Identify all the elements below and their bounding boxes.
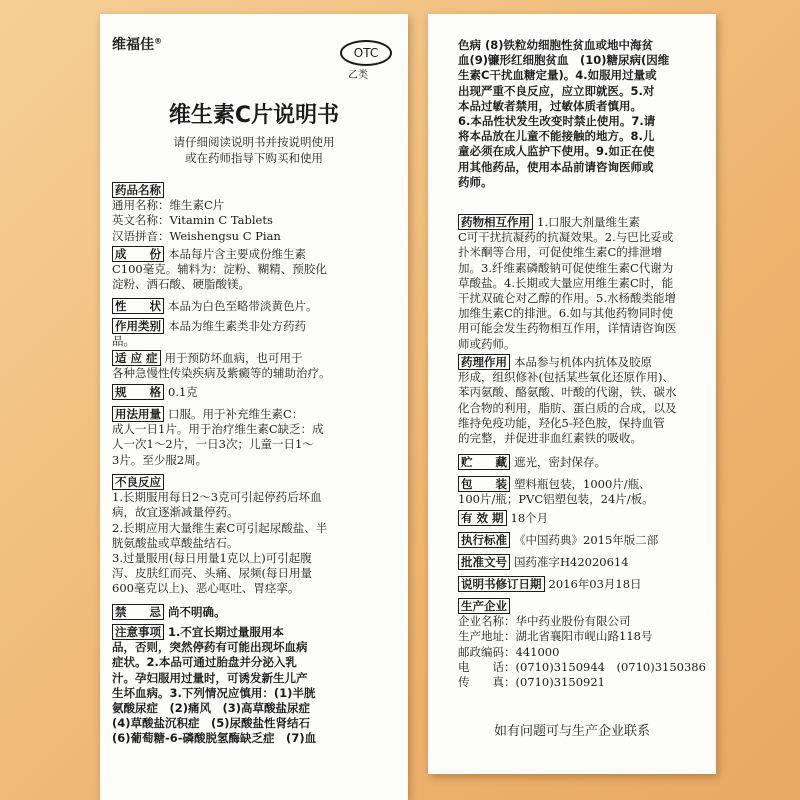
section-storage: 贮 藏 遮光，密封保存。	[458, 454, 606, 470]
section-character: 性 状 本品为白色至略带淡黄色片。	[112, 298, 318, 314]
section-contraindications: 禁 忌 尚不明确。	[112, 604, 226, 620]
leaflet-left-page	[100, 14, 408, 800]
section-standard: 执行标准 《中国药典》2015年版二部	[458, 532, 658, 548]
usage-notice: 请仔细阅读说明书并按说明使用 或在药师指导下购买和使用	[173, 135, 335, 165]
brand-name: 维福佳®	[112, 36, 162, 53]
section-precautions: 注意事项 1.不宜长期过量服用本 品，否则，突然停药有可能出现坏血病 症状。2.本品可通过胎盘并分泌入乳 汁。孕妇服用过量时，可诱发新生儿产 生坏血病。3.下列情况应慎用：(1)半胱 氨酸尿症 (2)痛风 (3)高草酸盐尿症 (4)草酸盐沉积症 (5)尿酸盐性肾结石 (6)葡萄糖-6-磷酸脱氢酶缺乏症 (7)血	[112, 625, 317, 746]
section-manufacturer: 生产企业 企业名称：华中药业股份有限公司 生产地址：湖北省襄阳市岘山路118号 邮政编码：441000 电 话：(0710)3150944 (0710)3150386 传 真：(0710)3150921	[458, 599, 706, 690]
precautions-continued: 色病 (8)铁粒幼细胞性贫血或地中海贫 血(9)镰形红细胞贫血 (10)糖尿病(因维 生素C干扰血糖定量)。4.如服用过量或 出现严重不良反应，应立即就医。5.对 本品过敏者禁用，过敏体质者慎用。 6.本品性状发生改变时禁止使用。7.请 将本品放在儿童不能接触的地方。8.儿 童必须在成人监护下使用。9.如正在使 用其他药品，使用本品前请咨询医师或 药师。	[458, 38, 670, 189]
section-approval-number: 批准文号 国药准字H42020614	[458, 554, 629, 570]
leaflet-title: 维生素C片说明书	[168, 103, 340, 128]
section-pharmacology: 药理作用 本品参与机体内抗体及胶原 形成，组织修补(包括某些氧化还原作用)、 苯丙氨酸、酪氨酸、叶酸的代谢，铁、碳水 化合物的利用，脂肪、蛋白质的合成，以及 维持免疫功能，羟化5-羟色胺，保持血管 的完整，并促进非血红素铁的吸收。	[458, 355, 677, 446]
section-spec: 规 格 0.1克	[112, 384, 198, 400]
section-adverse-reactions: 不良反应 1.长期服用每日2～3克可引起停药后坏血 病，故宜逐渐减量停药。 2.长期应用大量维生素C可引起尿酸盐、半 胱氨酸盐或草酸盐结石。 3.过量服用(每日用量1克以上)可引起腹 泻、皮肤红而亮、头痛、尿频(每日用量 600毫克以上)、恶心呕吐、胃痉挛。	[112, 475, 328, 596]
otc-badge: OTC	[340, 40, 392, 66]
section-interactions: 药物相互作用 1.口服大剂量维生素 C可干扰抗凝药的抗凝效果。2.与巴比妥或 扑米酮等合用，可促使维生素C的排泄增 加。3.纤维素磷酸钠可促使维生素C代谢为 草酸盐。4.长期或大量应用维生素C时，能 干扰双硫仑对乙醇的作用。5.水杨酸类能增 加维生素C的排泄。6.如与其他药物同时使 用可能会发生药物相互作用，详情请咨询医 师或药师。	[458, 215, 677, 351]
section-revision-date: 说明书修订日期 2016年03月18日	[458, 576, 642, 592]
leaflet-right-page	[428, 14, 716, 774]
section-package: 包 装 塑料瓶包装，1000片/瓶、 100片/瓶；PVC铝塑包装，24片/板。	[458, 477, 654, 507]
section-validity: 有 效 期 18个月	[458, 510, 548, 526]
otc-class-label: 乙类	[348, 70, 368, 81]
section-drug-name: 药品名称 通用名称：维生素C片 英文名称：Vitamin C Tablets 汉语拼音：Weishengsu C Pian	[112, 183, 281, 243]
section-category: 作用类别 本品为维生素类非处方药药 品。	[112, 319, 306, 349]
section-dosage: 用法用量 口服。用于补充维生素C： 成人一日1片。用于治疗维生素C缺乏：成 人一次1～2片，一日3次；儿童一日1～ 3片。至少服2周。	[112, 407, 324, 467]
section-indications: 适 应 症 用于预防坏血病，也可用于 各种急慢性传染疾病及紫癜等的辅助治疗。	[112, 351, 331, 381]
contact-note: 如有问题可与生产企业联系	[493, 724, 650, 739]
section-ingredients: 成 份 本品每片含主要成份维生素 C100毫克。辅料为：淀粉、糊精、预胶化 淀粉、酒石酸、硬脂酸镁。	[112, 247, 327, 292]
